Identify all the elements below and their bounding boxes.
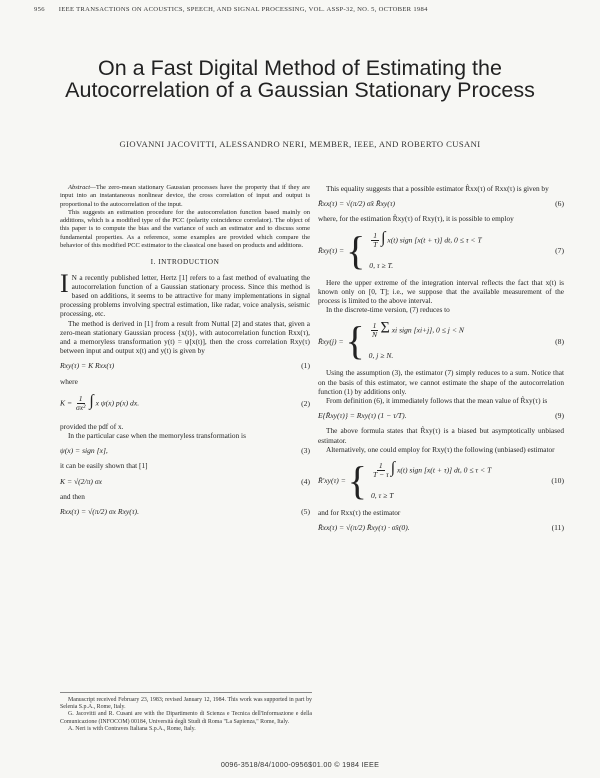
body-paragraph: Here the upper extreme of the integration interval reflects the fact that x(t) is known only on [0, T]; i.e., we suppose that the available measurement of the process is limited to the above interval. <box>318 277 564 306</box>
equation-6: R̂xx(τ) = √(π/2) σ̂x R̂xy(τ) (6) <box>318 199 564 209</box>
body-text: and then <box>60 491 85 501</box>
body-paragraph: Using the assumption (3), the estimator (7) simply reduces to a sum. Notice that on the basis of this estimator, we cannot estimate the shape of the autocorrelation function (1) by additions only. <box>318 368 564 396</box>
body-paragraph: I N a recently published letter, Hertz [1] refers to a fast method of evaluating the autocorrelation function of a Gaussian stationary process. Since this method is based on additions, it seems to be attractive for many implementations in signal processing problems involving spectral estimation, like radar, voice analysis, seismic processing, etc. <box>60 268 310 319</box>
body-paragraph: In the discrete-time version, (7) reduces to <box>326 305 450 315</box>
equation-2: K = $\frac{1}{\text{σx²}}$ ∫ x ψ(x) p(x) dx. (2) <box>60 392 310 413</box>
equation-11: R̂xx(τ) = √(π/2) R̂xy(τ) · σ̂x(0). (11) <box>318 523 564 533</box>
copyright-footer: 0096-3518/84/1000-0956$01.00 © 1984 IEEE <box>220 760 380 769</box>
equation-3: ψ(x) = sign [x], (3) <box>60 446 310 456</box>
abstract-label: Abstract— <box>68 184 96 191</box>
page-number: 956 <box>34 6 45 13</box>
footnote-paragraph: Manuscript received February 23, 1983; revised January 12, 1984. This work was supported in part by Selenia S.p.A., Rome, Italy. <box>60 697 312 711</box>
body-text: provided the pdf of x. <box>60 421 124 431</box>
equation-7: R̂xy(τ) = { $\frac{1}{T}$ ∫ x(t) sign [x(t + τ)] dt, 0 ≤ τ < T 0, τ ≥ T. (7) <box>318 227 564 273</box>
body-text: where <box>60 376 78 386</box>
abstract-paragraph: Abstract—The zero-mean stationary Gaussian processes have the property that if they are input into an instantaneous nonlinear device, the cross correlation of input and output is proportional to the autocorrelation of the input. <box>60 184 310 208</box>
paper-title: On a Fast Digital Method of Estimating the Autocorrelation of a Gaussian Stationary Process <box>65 56 535 102</box>
footnote-paragraph: A. Neri is with Contraves Italiana S.p.A., Rome, Italy. <box>68 725 196 732</box>
left-brace: { <box>346 227 366 273</box>
abstract <box>60 184 310 250</box>
left-brace: { <box>347 458 367 504</box>
equation-5: Rxx(τ) = √(π/2) σx Rxy(τ). (5) <box>60 507 310 517</box>
body-paragraph: This equality suggests that a possible estimator R̂xx(τ) of Rxx(τ) is given by <box>326 184 549 193</box>
left-column <box>60 184 310 522</box>
body-paragraph: The above formula states that R̂xy(τ) is a biased but asymptotically unbiased estimator. <box>318 426 564 445</box>
journal-name: IEEE TRANSACTIONS ON ACOUSTICS, SPEECH, AND SIGNAL PROCESSING, VOL. ASSP-32, NO. 5, OCTOBER 1984 <box>58 6 428 13</box>
integral-sign: ∫ <box>89 392 94 410</box>
left-brace: { <box>345 318 365 364</box>
section-heading: I. INTRODUCTION <box>150 257 220 267</box>
body-text: it can be easily shown that [1] <box>60 461 148 471</box>
equation-9: E{R̂xy(τ)} = Rxy(τ) (1 − τ/T). (9) <box>318 411 564 421</box>
body-paragraph: and for Rxx(τ) the estimator <box>318 508 401 518</box>
drop-cap: I <box>60 268 69 298</box>
body-paragraph: In the particular case when the memoryless transformation is <box>68 431 246 441</box>
body-paragraph: where, for the estimation R̂xy(τ) of Rxy(τ), it is possible to employ <box>318 214 514 224</box>
running-header <box>34 6 574 13</box>
equation-1: Rxy(τ) = K Rxx(τ) (1) <box>60 361 310 371</box>
right-column <box>318 184 564 538</box>
footnote-paragraph: G. Jacovitti and R. Cusani are with the Dipartimento di Scienza e Tecnica dell'Informazione e della Comunicazione (INFOCOM) 00184, Università degli Studi di Roma "La Sapienza," Rome, Italy. <box>60 711 312 725</box>
author-list: GIOVANNI JACOVITTI, ALESSANDRO NERI, MEMBER, IEEE, AND ROBERTO CUSANI <box>119 139 481 149</box>
equation-4: K = √(2/π) σx (4) <box>60 476 310 486</box>
equation-10: R̂′xy(τ) = { $\frac{1}{T - \tau}$ ∫ x(t) sign [x(t + τ)] dt, 0 ≤ τ < T 0, τ ≥ T (10) <box>318 458 564 504</box>
equation-8: R̂xy(j) = { $\frac{1}{N}$ Σ xi sign [xi+j], 0 ≤ j < N 0, j ≥ N. (8) <box>318 318 564 364</box>
body-paragraph: From definition (6), it immediately follows that the mean value of R̂xy(τ) is <box>326 396 548 406</box>
body-paragraph: Alternatively, one could employ for Rxy(τ) the following (unbiased) estimator <box>326 444 555 454</box>
abstract-paragraph: This suggests an estimation procedure for the autocorrelation function based mainly on additions, which is a modified type of the PCC (polarity coincidence correlator). The object of this paper is to compute the bias and the variance of such an estimator and to discuss some fundamental properties. As a reference, some examples are provided which compare the behavior of this modified PCC estimator to the classical one based on products and additions. <box>60 208 310 250</box>
body-paragraph: The method is derived in [1] from a result from Nuttal [2] and states that, given a zero-mean stationary Gaussian process {x(t)}, with autocorrelation function Rxx(τ), and a memoryless transformation y(t) = ψ[x(t)], then the cross correlation Rxy(τ) between input and output x(t) and y(t) is given by <box>60 318 310 356</box>
integral-sign: ∫ <box>381 228 386 246</box>
manuscript-footnote <box>60 692 312 733</box>
integral-sign: ∫ <box>390 459 396 477</box>
summation-sign: Σ <box>380 319 390 337</box>
